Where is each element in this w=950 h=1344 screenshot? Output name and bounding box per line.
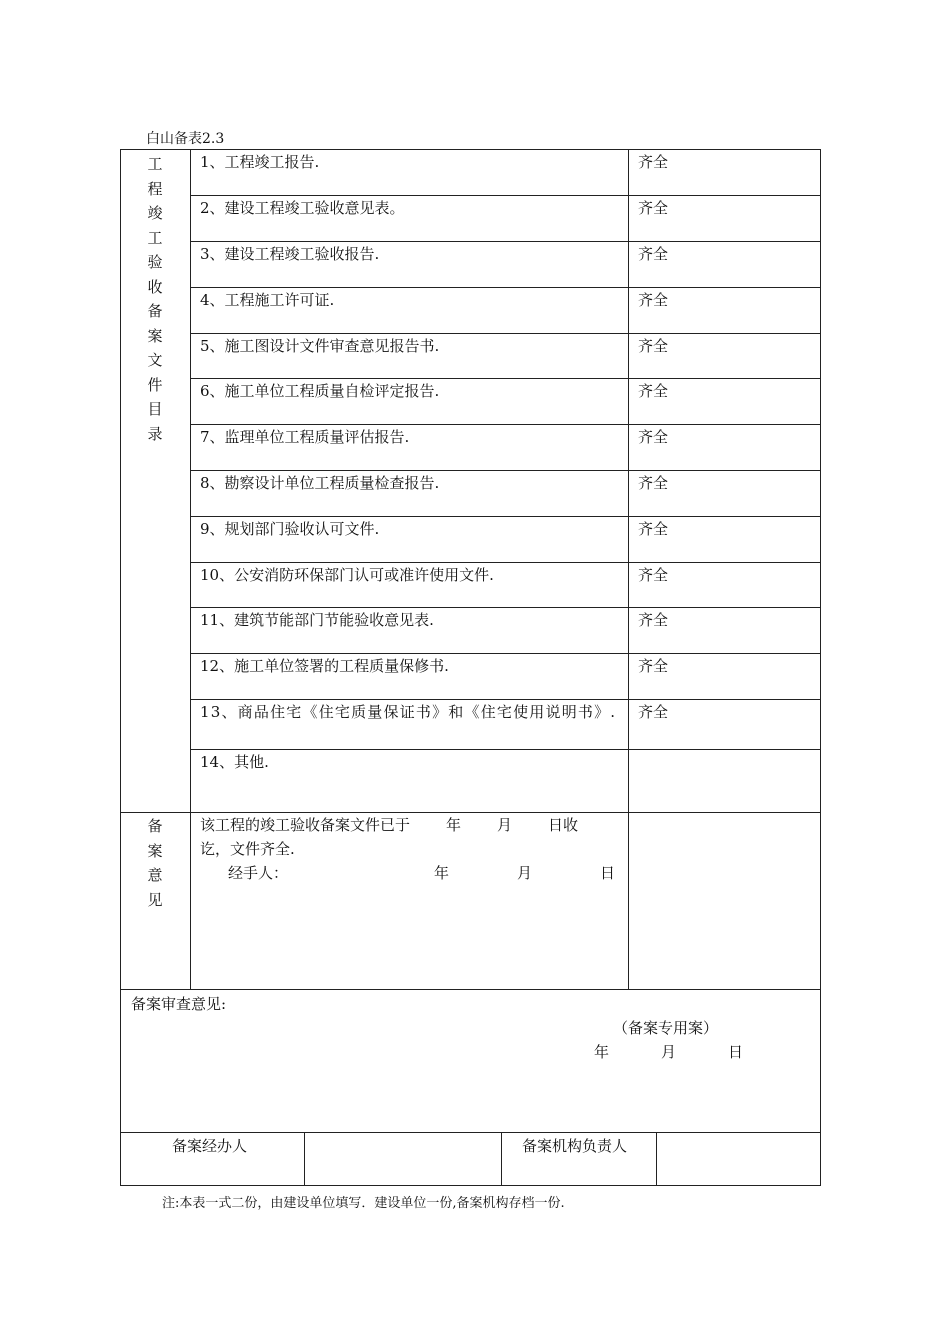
row-divider [190,241,821,242]
item-label: 5、施工图设计文件审查意见报告书. [200,337,440,355]
item-label: 2、建设工程竣工验收意见表。 [200,199,405,217]
section-title-char: 验 [147,253,163,271]
item-label: 3、建设工程竣工验收报告. [200,245,380,263]
item-label: 12、施工单位签署的工程质量保修书. [200,657,449,675]
item-label: 1、工程竣工报告. [200,153,320,171]
review-label: 备案审查意见: [131,995,227,1013]
vertical-divider-status [628,149,629,989]
item-status: 齐全 [638,611,669,629]
opinion-year: 年 [446,816,462,834]
sig-divider-1 [304,1132,305,1186]
review-date [594,1040,743,1064]
opinion-title-char: 案 [147,841,163,860]
item-status: 齐全 [638,382,669,400]
opinion-line1-prefix: 该工程的竣工验收备案文件已于 [200,816,411,834]
vertical-divider-title [190,149,191,989]
handler-label: 经手人： [228,864,289,882]
item-label: 10、公安消防环保部门认可或准许使用文件. [200,566,494,584]
item-label: 13、商品住宅《住宅质量保证书》和《住宅使用说明书》. [200,703,617,721]
opinion-line-1 [200,813,624,837]
opinion-line-3 [228,861,624,885]
section-title-char: 件 [147,375,163,394]
sig-divider-2 [501,1132,502,1186]
row-divider [190,699,821,700]
row-divider [190,287,821,288]
review-day: 日 [728,1043,744,1061]
row-divider [190,516,821,517]
item-status: 齐全 [638,199,669,217]
item-label: 8、勘察设计单位工程质量检查报告. [200,474,440,492]
divider-after-opinion [120,989,821,990]
handler-year: 年 [434,864,450,882]
head-signature-label: 备案机构负责人 [522,1137,628,1155]
item-status: 齐全 [638,703,669,721]
divider-before-signatures [120,1132,821,1133]
review-month: 月 [661,1043,677,1061]
row-divider [190,378,821,379]
review-year: 年 [594,1043,610,1061]
item-label: 14、其他. [200,753,269,771]
item-status: 齐全 [638,566,669,584]
item-status: 齐全 [638,428,669,446]
row-divider [190,195,821,196]
opinion-title-char: 意 [147,866,163,884]
sig-divider-3 [656,1132,657,1186]
section-title-char: 目 [147,400,163,418]
opinion-day-suffix: 日收 [548,816,579,834]
section-title-char: 工 [147,155,163,173]
row-divider [190,749,821,750]
row-divider [190,424,821,425]
item-status: 齐全 [638,657,669,675]
item-status: 齐全 [638,520,669,538]
row-divider [190,607,821,608]
opinion-month: 月 [497,816,513,834]
review-seal: （备案专用案） [613,1019,719,1037]
section-title-char: 录 [147,424,163,443]
section-title-char: 程 [147,179,163,198]
item-label: 4、工程施工许可证. [200,291,335,309]
item-label: 11、建筑节能部门节能验收意见表. [200,611,434,629]
item-label: 7、监理单位工程质量评估报告. [200,428,410,446]
form-code: 白山备表2.3 [146,131,225,147]
item-status: 齐全 [638,245,669,263]
item-status: 齐全 [638,291,669,309]
opinion-title-char: 备 [147,817,163,835]
head-signature-field[interactable] [658,1134,819,1184]
item-status: 齐全 [638,337,669,355]
row-divider [190,653,821,654]
section-title-char: 文 [147,351,163,369]
opinion-line-2: 讫，文件齐全. [200,840,295,858]
handler-day: 日 [600,864,616,882]
row-divider [190,470,821,471]
section-title-char: 备 [147,302,163,320]
opinion-title-char: 见 [147,890,163,909]
handler-month: 月 [517,864,533,882]
footnote: 注:本表一式二份，由建设单位填写．建设单位一份,备案机构存档一份. [162,1196,565,1211]
section-title-char: 竣 [147,204,163,222]
item-status: 齐全 [638,153,669,171]
item-label: 9、规划部门验收认可文件. [200,520,380,538]
handler-signature-field[interactable] [306,1134,499,1184]
handler-signature-label: 备案经办人 [172,1137,248,1155]
item-status: 齐全 [638,474,669,492]
opinion-text [200,813,624,885]
section-title-char: 收 [147,277,163,296]
item-label: 6、施工单位工程质量自检评定报告. [200,382,440,400]
section-title-char: 案 [147,326,163,345]
row-divider [190,562,821,563]
section-title-char: 工 [147,228,163,247]
row-divider [190,333,821,334]
